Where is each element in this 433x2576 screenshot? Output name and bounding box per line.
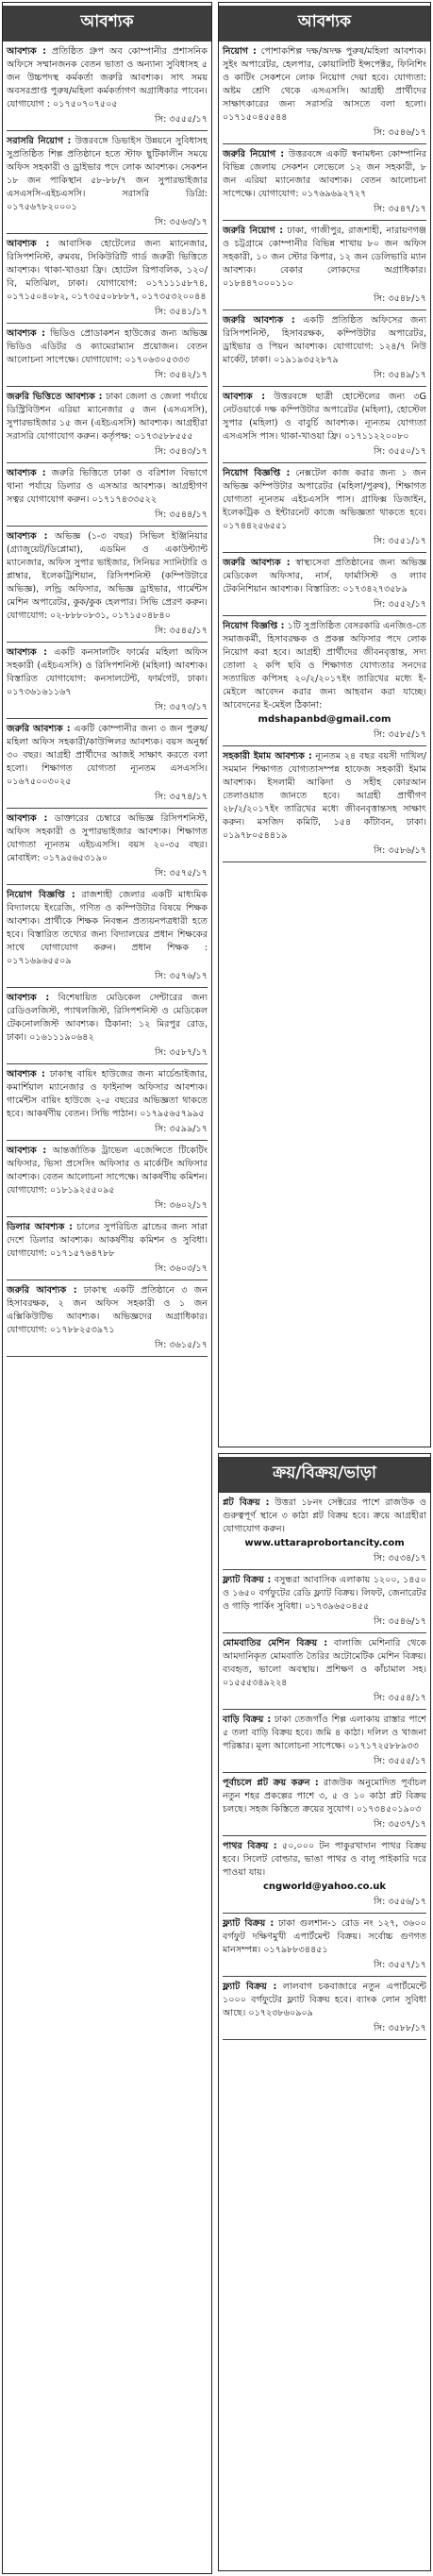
ad-text xyxy=(223,148,426,201)
ad-heading: নিয়োগ বিজ্ঞপ্তি : xyxy=(223,621,285,631)
ad-heading: আবশ্যক : xyxy=(7,239,50,249)
ad-text xyxy=(223,314,426,367)
ad-text xyxy=(7,1221,208,1261)
ad-heading: মোমবাতির মেশিন বিক্রয় : xyxy=(223,1638,328,1648)
ad-heading: জরুরি নিয়োগ : xyxy=(223,226,284,236)
ad-divider xyxy=(7,130,208,131)
ad-body: ন্যূনতম ২৪ বছর বয়সী দাখিল/সমমান শিক্ষাগত যোগ্যতাসম্পন্ন হাফেজ সহকারী ইমাম আবশ্যক। ইসলামী আকিদা ও সহীহ কোরআন তেলাওয়াত জানতে হবে। আগ্রহী প্রার্থীগণ ২৮/২/২০১৭ইং তারিখের মধ্যে জীবনবৃত্তান্তসহ সাক্ষাৎ করুন। মসজিদ কমিটি, ১৫৪ কাঁটাবন, ঢাকা। ০১৯৭৮০৫৪৪১৯ xyxy=(223,751,426,841)
ad-heading: আবশ্যক : xyxy=(7,647,47,658)
ad-body: রাজশাহী জেলার একটি মাধ্যমিক বিদ্যালয়ে ইংরেজি, গণিত ও কম্পিউটার বিষয়ে শিক্ষক আবশ্যক। প্রার্থীকে শিক্ষক নিবন্ধন প্রত্যয়নপত্রধারী হতে হবে। বিস্তারিত তথ্যের জন্য বিদ্যালয়ের প্রধান শিক্ষকের সাথে যোগাযোগ করুন। প্রধান শিক্ষক : ০১৭১৬৯৬৫৫০৯ xyxy=(7,890,208,966)
ad-reference-code: সি: ৩৫৪৫/১৭ xyxy=(155,626,208,636)
ad-reference-code: সি: ৩৫৭৬/১৭ xyxy=(155,971,208,981)
ad-heading: আবশ্যক : xyxy=(7,468,46,478)
ad-reference-code: সি: ৩৬০৩/১৭ xyxy=(154,1263,208,1274)
ad-body: অভিজ্ঞ (১-৩ বছর) সিভিল ইঞ্জিনিয়ার (গ্র্যাজুয়েট/ডিপ্লোমা), এডমিন ও একাউন্ট্যান্ট ম্যানেজার, অফিস সুপার ভাইজার, সিনিয়র স্যানিটারি ও প্লাম্বার, ইলেকট্রিশিয়ান, রিসিপশনিস্ট (কম্পিউটারে অভিজ্ঞ), লন্ড্রি অফিসার, অভিজ্ঞ ড্রাইভার, গার্মেন্টস মেশিন অপারেটর, কুক/কুক হেলপার। সিভি প্রেরণ করুন। যোগাযোগ: ০২-৮৮৮০৮৩১, ০১৭১৫০৪৮৪০ xyxy=(7,531,208,621)
ad-body: উত্তরা ১৮নং সেক্টরের পাশে রাজউক ও গুরুত্বপূর্ণ স্থানে ৩ কাঠা প্লট বিক্রয় হবে। ক্রয়ে আগ্রহীরা যোগাযোগ করুন। xyxy=(223,1497,426,1534)
ad-heading: পাথর বিক্রয় : xyxy=(223,1841,277,1851)
ad-heading: জরুরি নিয়োগ : xyxy=(223,149,285,159)
classified-ad xyxy=(223,45,426,144)
ad-text xyxy=(7,812,208,865)
ad-body: একটি কোম্পানীর জন্য ৩ জন পুরুষ/মহিলা অফিস সহকারী/কাউন্সিলর আবশ্যক। বয়স অনুর্ধ্ব ৩০ বছর। আগ্রহী প্রার্থীদের আজই সাক্ষাৎ করতে বলা হলো। শিক্ষাগত যোগ্যতা ন্যূনতম এসএসসি। ০১৬৭৫০০৩০২৫ xyxy=(7,724,208,787)
classified-ad xyxy=(223,1777,426,1836)
ad-reference-code: সি: ৩৫৯৯/১৭ xyxy=(155,1124,208,1134)
ad-divider xyxy=(223,745,426,746)
ad-divider xyxy=(223,615,426,616)
ad-body: লালবাগ চকবাজারে নতুন এপার্টমেন্টে ১০০০ বর্গফুটের ফ্ল্যাট বিক্রয় হবে। ব্যাংক লোন সুবিধা আছে। ০১৭২৩৮৬০৯০৯ xyxy=(223,1982,426,2018)
classified-ad xyxy=(223,1637,426,1710)
ad-reference-code: সি: ৩৫৮৬/১৭ xyxy=(374,845,426,856)
classified-ad xyxy=(223,148,426,221)
ad-reference-code: সি: ৩৫৩৪/১৭ xyxy=(374,1553,426,1564)
ad-text xyxy=(223,750,426,843)
ad-divider xyxy=(223,552,426,553)
ad-body: একটি প্রতিষ্ঠিত অফিসের জন্য রিসিপশনিস্ট, হিসাবরক্ষক, কম্পিউটার অপারেটর, ড্রাইভার ও পিয়ন আবশ্যক। যোগাযোগ: ১২৪/৭ নিউ মার্কেট, ঢাকা। ০১৯১৯৩৫২৮৭৯ xyxy=(223,315,426,365)
ad-divider xyxy=(223,1976,426,1977)
ad-text xyxy=(223,557,426,596)
ad-text xyxy=(7,1068,208,1121)
ad-text xyxy=(7,135,208,214)
ad-reference-code: সি: ৩৫৭৩/১৭ xyxy=(155,702,208,712)
ad-heading: বাড়ি বিক্রয় : xyxy=(223,1715,272,1725)
ad-divider xyxy=(7,233,208,234)
ad-divider xyxy=(223,1772,426,1773)
ad-reference-code: সি: ৩৫৫৫/১৭ xyxy=(374,1756,426,1766)
ad-heading: নিয়োগ বিজ্ঞপ্তি : xyxy=(7,890,75,900)
ad-text xyxy=(223,467,426,533)
ad-divider xyxy=(223,1569,426,1570)
ad-divider xyxy=(7,1356,208,1357)
ad-body: বসুন্ধরা আবাসিক এলাকায় ১২০০, ১৪৫০ ও ১৬৫০ বর্গফুটের রেডি ফ্ল্যাট বিক্রয়। লিফট, জেনারেটর ও গাড়ি পার্কিং সুবিধা। ০১৭৩৯৬৫০৪৫৫ xyxy=(223,1575,426,1612)
ad-reference-code: সি: ৩৫৫২/১৭ xyxy=(374,599,426,610)
ad-body: রাজউক অনুমোদিত পূর্বাচল নতুন শহর প্রকল্পের পাশে ৩, ৫ ও ১০ কাঠা প্লট বিক্রয় চলছে। সহজ কিস্তিতে ক্রয়ের সুযোগ। ০১৭৩৪৫০১৯০৩ xyxy=(223,1778,426,1815)
ad-divider xyxy=(223,2039,426,2040)
classified-ad xyxy=(223,750,426,862)
ad-body: জরুরি ভিত্তিতে ঢাকা ও বরিশাল বিভাগে থানা পর্যায়ে ডিলার ও এসআর আবশ্যক। আগ্রহীগণ সত্বর যোগাযোগ করুন। ০১৭১৭৪৩৩৫২২ xyxy=(7,468,208,505)
ad-reference-code: সি: ৩৫৪৯/১৭ xyxy=(374,370,426,380)
ad-heading: জরুরি আবশ্যক : xyxy=(223,558,291,568)
ad-body: বিশেষায়িত মেডিকেল সেন্টারের জন্য রেডিওলজিস্ট, প্যাথলজিস্ট, রিসিপশনিস্ট ও মেডিকেল টেকনোলজিস্ট আবশ্যক। ঠিকানা: ১২ মিরপুর রোড, ঢাকা। ০১৬১১১৯০৬৪২ xyxy=(7,993,208,1043)
classified-ad xyxy=(223,467,426,553)
ad-divider xyxy=(7,718,208,719)
ad-reference-code: সি: ৩৫৫৫/১৭ xyxy=(155,114,208,125)
classified-ad xyxy=(7,1068,208,1141)
right-column-header: আবশ্যক xyxy=(219,6,430,42)
ad-heading: সহকারী ইমাম আবশ্যক : xyxy=(223,751,312,761)
classified-ad xyxy=(7,391,208,463)
buy-sell-rent-header: ক্রয়/বিক্রয়/ভাড়া xyxy=(219,1457,430,1493)
right-ads-list xyxy=(223,45,426,862)
ad-body: চালের সুপরিচিত ব্রান্ডের জন্য সারা দেশে ডিলার আবশ্যক। আকর্ষণীয় কমিশন ও সুবিধা। যোগাযোগ: ০১৭১৫৭৬৪৭৮৮ xyxy=(7,1222,208,1259)
classified-ad xyxy=(7,45,208,131)
classified-ad xyxy=(7,723,208,809)
ad-heading: আবশ্যক : xyxy=(7,1146,47,1156)
ad-reference-code: সি: ৩৫৪৬/১৭ xyxy=(374,127,426,138)
ad-text xyxy=(7,1284,208,1337)
classified-ad xyxy=(7,1284,208,1357)
ad-text xyxy=(7,327,208,367)
ad-heading: সরাসরি নিয়োগ : xyxy=(7,136,72,146)
ad-body: একটি কনসালটিং ফার্মের মহিলা অফিস সহকারী (এইচএসসি) ও রিসিপশনিস্ট (মহিলা) আবশ্যক। বিস্তারিত যোগাযোগ: কনসালটেন্ট, ফার্মগেট, ঢাকা। ০১৭৩৬১৬১১৬৭ xyxy=(7,647,208,697)
ad-reference-code: সি: ৩৫৩৭/১৭ xyxy=(374,1819,426,1830)
right-classified-column xyxy=(218,2,431,2574)
ad-body: ঢাকাস্থ একটি প্রতিষ্ঠানে ৩ জন হিসাবরক্ষক, ২ জন অফিস সহকারী ও ১ জন এক্সিকিউটিভ আবশ্যক। অভিজ্ঞদের অগ্রাধিকার। যোগাযোগ: ০১৭৮৮২৫৩৯৭১ xyxy=(7,1285,208,1335)
classified-ad xyxy=(223,391,426,463)
ad-reference-code: সি: ৩৫৫৪/১৭ xyxy=(374,1693,426,1703)
ad-body: ঢাকা গুলশান-১ রোড নং ১২৭, ৩৬০০ বর্গফুট দক্ষিণমুখী এপার্টমেন্ট বিক্রয়। সর্বোচ্চ গুণগত মানসম্পন্ন। ০১৭৯৮৮৩৪৪৫১ xyxy=(223,1918,426,1955)
ad-heading: ফ্ল্যাট বিক্রয় : xyxy=(223,1982,277,1992)
ad-divider xyxy=(7,1140,208,1141)
ad-body: ঢাকা, গাজীপুর, রাজশাহী, নারায়ণগঞ্জ ও চট্টগ্রামে কোম্পানীর বিভিন্ন শাখায় ৮০ জন অফিস সহকারী, ১০ জন স্টোর কিপার, ১২ জন ডেলিভারি ম্যান আবশ্যক। বেকার লোকদের অগ্রাধিকার। ০১৮৪৪৭০০০১১০ xyxy=(223,226,426,289)
ad-reference-code: সি: ৩৫৭৪/১৭ xyxy=(155,792,208,802)
classified-ad xyxy=(7,889,208,988)
ad-email[interactable]: www.uttaraprobortancity.com xyxy=(244,1538,405,1548)
ad-heading: আবশ্যক : xyxy=(7,993,50,1003)
classified-ad xyxy=(7,1221,208,1280)
ad-heading: আবশ্যক : xyxy=(7,328,46,339)
ad-reference-code: সি: ৩৬০২/১৭ xyxy=(154,1200,208,1211)
ad-reference-code: সি: ৩৫৮৭/১৭ xyxy=(155,1047,208,1058)
ad-reference-code: সি: ৩৫৪৪/১৭ xyxy=(155,510,208,520)
ad-reference-code: সি: ৩৫৫১/১৭ xyxy=(374,536,426,546)
right-jobs-box xyxy=(218,2,431,1447)
ad-heading: ডিলার আবশ্যক : xyxy=(7,1222,73,1232)
ad-divider xyxy=(7,386,208,387)
ad-text xyxy=(7,530,208,623)
ad-text xyxy=(7,889,208,968)
classified-ad xyxy=(7,238,208,324)
classified-ad xyxy=(223,1840,426,1914)
classified-ad xyxy=(223,1981,426,2040)
ad-text xyxy=(7,467,208,507)
ad-reference-code: সি: ৩৫৪৮/১৭ xyxy=(374,293,426,304)
ad-body: বালাজি মেশিনারি থেকে আমদানিকৃত মোমবাতি তৈরির অটোমেটিক মেশিন বিক্রয়। ব্যবহৃত, ভালো অবস্থায়। প্রশিক্ষণ ও কাঁচামাল সহ। ০১৫৫৫৩৪৯২২৪ xyxy=(223,1638,427,1688)
left-column-header: আবশ্যক xyxy=(3,6,211,42)
left-classified-column xyxy=(2,2,212,2574)
buy-sell-rent-box xyxy=(218,1453,431,2571)
ad-heading: প্লট বিক্রয় : xyxy=(223,1497,270,1508)
ad-heading: আবশ্যক : xyxy=(223,392,266,402)
ad-heading: পূর্বাচলে প্লট ক্রয় করুন : xyxy=(223,1778,319,1788)
ad-heading: জরুরি ভিত্তিতে আবশ্যক : xyxy=(7,392,103,402)
ad-divider xyxy=(223,1632,426,1633)
ad-heading: আবশ্যক : xyxy=(7,813,48,824)
ad-body: ঢাকা তেজগাঁও শিল্প এলাকায় রাস্তার পাশে ৫ তলা বাড়ি বিক্রয় হবে। জমি ৪ কাঠা। দলিল ও খাজনা পরিষ্কার। মূল্য আলোচনা সাপেক্ষে। ০১৭১৭২৫৮৮৯৩৩ xyxy=(223,1715,426,1751)
classified-ad xyxy=(7,992,208,1064)
ad-divider xyxy=(7,987,208,988)
left-ads-list xyxy=(7,45,208,1357)
ad-text xyxy=(223,1637,426,1690)
ad-body: আবাসিক হোটেলের জন্য ম্যানেজার, রিসিপশনিস্ট, রুমবয়, সিকিউরিটি গার্ড জরুরী ভিত্তিতে আবশ্যক। থাকা-খাওয়া ফ্রি। হোটেল রিপাবলিক, ১২০/বি, মতিঝিল, ঢাকা। যোগাযোগ: ০১৭১১১৫৮৭৪, ০১৭১৫০৪০৮২, ০১৭৩৫৫০৮৮৮৭, ০১৭৩৫৩২০০৪৪ xyxy=(7,239,208,302)
classified-ad xyxy=(7,1145,208,1217)
ad-divider xyxy=(7,642,208,643)
ad-reference-code: সি: ৩৫৮৮/১৭ xyxy=(374,2023,426,2033)
ad-reference-code: সি: ৩৫৫৬/১৭ xyxy=(374,1897,426,1907)
ad-text xyxy=(7,238,208,304)
ad-body: ঢাকাস্থ বায়িং হাউজের জন্য মার্চেন্ডাইজার, কমার্শিয়াল ম্যানেজার ও ফাইনান্স অফিসার আবশ্যক। গার্মেন্টস বায়িং হাউজে ২-৫ বছরের অভিজ্ঞতা থাকতে হবে। আকর্ষণীয় বেতন। সিভি পাঠান। ০১৭৯৫৬৫৭৯৯৫ xyxy=(7,1069,208,1119)
classified-ad xyxy=(7,812,208,885)
ad-reference-code: সি: ৩৬১৫/১৭ xyxy=(155,1340,208,1350)
ad-heading: নিয়োগ : xyxy=(223,46,257,57)
ad-reference-code: সি: ৩৫৪৬/১৭ xyxy=(374,1616,426,1627)
ad-heading: জরুরি আবশ্যক : xyxy=(223,315,295,326)
ad-text xyxy=(7,45,208,111)
ad-text xyxy=(223,620,426,712)
ad-email[interactable]: cngworld@yahoo.co.uk xyxy=(262,1882,387,1892)
ad-reference-code: সি: ৩৫৪৩/১৭ xyxy=(155,446,208,457)
classified-ad xyxy=(7,467,208,527)
classified-ad xyxy=(223,225,426,310)
ad-text xyxy=(223,1917,426,1957)
ad-body: উত্তরবঙ্গে ডিভাইস উন্নয়নে সুবিধাসহ সুপ্রতিষ্ঠিত শিল্প প্রতিষ্ঠানে হতে স্টাফ ছুটিকালীন সময়ে অফিস সহকারী ও ড্রাইভার পদে লোক আবশ্যক। সেকশন ১৮ জন পাকিস্থান ৫৮-৮৮/৭ জন সুপারভাইজার এসএসসি-এইচএসসি। সরাসরি ডিগ্রি: ০১৭৫৬৭৮২০০০১ xyxy=(7,136,208,212)
ad-divider xyxy=(223,143,426,144)
ad-body: আন্তর্জাতিক ট্রাভেল এজেন্সিতে টিকেটিং অফিসার, ভিসা প্রসেসিং অফিসার ও মার্কেটিং অফিসার আবশ্যক। বেতন আলোচনা সাপেক্ষে। আকর্ষণীয় কমিশন। যোগাযোগ: ০১৮১৯২৫৫০৯৫ xyxy=(7,1146,208,1196)
classified-ad xyxy=(7,135,208,234)
ad-body: উত্তরবঙ্গে ছাত্রী হোস্টেলের জন্য ৩G নেটওয়ার্কে দক্ষ কম্পিউটার অপারেটর (মহিলা), হোস্টেল সুপার (মহিলা) ও বাবুর্চি আবশ্যক। ন্যূনতম যোগ্যতা এসএসসি পাস। থাকা-খাওয়া ফ্রি। ০১৭১১২২০০৮০ xyxy=(223,392,426,442)
classified-ad xyxy=(223,557,426,616)
ad-heading: আবশ্যক : xyxy=(7,46,46,57)
ad-heading: ফ্ল্যাট বিক্রয় : xyxy=(223,1575,272,1585)
ad-text xyxy=(7,723,208,789)
classified-ad xyxy=(223,1714,426,1773)
ad-heading: আবশ্যক : xyxy=(7,531,48,542)
ad-reference-code: সি: ৩৫৬৩/১৭ xyxy=(155,217,208,227)
ad-text xyxy=(223,1497,426,1536)
classified-ad xyxy=(7,327,208,387)
ad-body: উত্তরবঙ্গে একটি স্বনামধন্য কোম্পানির বিভিন্ন জেলায় সেকশন লেভেলে ১২ জন সহকারী, ৮ জন এরিয়া ম্যানেজার আবশ্যক। বেতন আলোচনা সাপেক্ষে। যোগাযোগ: ০১৭৬৯৬৯২৭২৭ xyxy=(223,149,426,199)
ad-heading: ফ্ল্যাট বিক্রয় : xyxy=(223,1918,275,1929)
ad-heading: আবশ্যক : xyxy=(7,1069,45,1079)
ad-body: ডাক্তারের চেম্বারে অভিজ্ঞ রিসিপশনিস্ট, অফিস সহকারী ও সুপারভাইজার আবশ্যক। শিক্ষাগত যোগ্যতা ন্যূনতম এইচএসসি। বয়স ২০-৩৫ বছর। মোবাইল: ০১৭৯৫৬৫৩১৯০ xyxy=(7,813,208,863)
ad-heading: জরুরি আবশ্যক : xyxy=(7,724,71,734)
ad-heading: নিয়োগ বিজ্ঞপ্তি : xyxy=(223,468,291,478)
ad-divider xyxy=(7,323,208,324)
ad-text xyxy=(223,1714,426,1753)
classified-ad xyxy=(223,1497,426,1570)
ad-text xyxy=(7,646,208,699)
ad-reference-code: সি: ৩৫৪৭/১৭ xyxy=(374,204,426,214)
classified-ad xyxy=(7,646,208,719)
ad-text xyxy=(223,1840,426,1880)
ad-text xyxy=(223,1574,426,1614)
ad-reference-code: সি: ৩৫৭৫/১৭ xyxy=(155,868,208,878)
ad-body: ৫০,০০০ টন পাকুরখাদান পাথর বিক্রয় হবে। সিলেট বোল্ডার, ভাঙা পাথর ও বালু পাইকারি দরে পাওয়া যায়। xyxy=(223,1841,426,1878)
ad-email[interactable]: mdshapanbd@gmail.com xyxy=(258,714,391,725)
classified-ad xyxy=(223,620,426,746)
ad-divider xyxy=(223,462,426,463)
ad-body: স্বাস্থ্যসেবা প্রতিষ্ঠানের জন্য অভিজ্ঞ মেডিকেল অফিসার, নার্স, ফার্মাসিস্ট ও ল্যাব টেকনিশিয়ান আবশ্যক। বিস্তারিত: ০১৭৩৪২৭৩৫৮৯ xyxy=(223,558,426,594)
ad-divider xyxy=(223,1913,426,1914)
ad-body: ১টি সুপ্রতিষ্ঠিত বেসরকারি এনজিও-তে সমাজকর্মী, হিসাবরক্ষক ও প্রকল্প অফিসার পদে লোক নিয়োগ করা হবে। আগ্রহী প্রার্থীদের জীবনবৃত্তান্ত, সদ্য তোলা ২ কপি ছবি ও শিক্ষাগত যোগ্যতার সনদের সত্যায়িত কপিসহ ২০/২/২০১৭ইং তারিখের মধ্যে ই-মেইলে আবেদন করার জন্য আহবান করা যাচ্ছে। আবেদনের ই-মেইল ঠিকানা: xyxy=(223,621,426,711)
ad-body: ভিডিও প্রোডাকশন হাউজের জন্য অভিজ্ঞ ভিডিও এডিটর ও ক্যামেরাম্যান প্রয়োজন। বেতন আলোচনা সাপেক্ষে। যোগাযোগ: ০১৭০৬৩০৫৩৩৩ xyxy=(7,328,208,365)
ad-text xyxy=(7,992,208,1045)
ad-heading: জরুরি আবশ্যক : xyxy=(7,1285,77,1296)
ad-body: ঢাকা জেলা ও জেলা পর্যায়ে ডিস্ট্রিবিউশন এরিয়া ম্যানেজার ৫ জন (এসএসসি), সুপারভাইজার ১৫ জন (এইচএসসি) আবশ্যক। আগ্রহীরা সরাসরি যোগাযোগ করুন। কর্তৃপক্ষ: ০১৭৩৫৮৮৫৫৫ xyxy=(7,392,208,442)
ad-divider xyxy=(223,861,426,862)
classified-ad xyxy=(7,530,208,643)
ad-reference-code: সি: ৩৫৫৭/১৭ xyxy=(374,1960,426,1970)
ad-divider xyxy=(223,1709,426,1710)
ad-body: নেক্সটেল কাজ করার জন্য ১ জন অভিজ্ঞ কম্পিউটার অপারেটর (মহিলা/পুরুষ), শিক্ষাগত যোগ্যতা ন্যূনতম এইচএসসি পাস। গ্রাফিক্স ডিজাইন, ইলেকট্রিক ও ইন্টারনেট কাজে অভিজ্ঞতা থাকতে হবে। ০১৭৪৪২৫৬৫৫১ xyxy=(223,468,426,531)
ad-body: পোশাকশিল্প দক্ষ/অদক্ষ পুরুষ/মহিলা আবশ্যক। সুইং অপারেটর, হেলপার, কোয়ালিটি ইন্সপেক্টর, ফিনিশিং ও কাটিং সেকশনে লোক নিয়োগ দেয়া হবে। যোগ্যতা: অষ্টম শ্রেণি থেকে এসএসসি। আগ্রহী প্রার্থীদের সাক্ষাৎকারের জন্য সরাসরি আসতে বলা হলো। ০১৭১৫০৪৫৫৪৪ xyxy=(223,46,426,123)
ad-body: প্রতিষ্ঠিত গ্রুপ অব কোম্পানীর প্রশাসনিক অফিসে সম্মানজনক বেতন ভাতা ও অন্যান্য সুবিধাসহ ৫ জন উচ্চপদস্থ কর্মকর্তা জরুরি আবশ্যক। সাৎ সময় অবসরপ্রাপ্ত পুরুষ/মহিলা কর্মকর্তাগণ অগ্রাধিকার পাবেন। যোগাযোগ : ০১৭৫০৭০৭৫০৫ xyxy=(7,46,208,109)
ad-text xyxy=(223,1981,426,2020)
ad-divider xyxy=(7,526,208,527)
ad-reference-code: সি: ৩৫৪১/১৭ xyxy=(155,307,208,317)
buy-sell-ads-list xyxy=(223,1497,426,2040)
ad-text xyxy=(223,225,426,291)
ad-divider xyxy=(7,462,208,463)
ad-divider xyxy=(7,808,208,809)
ad-text xyxy=(7,391,208,443)
ad-divider xyxy=(7,1063,208,1064)
ad-text xyxy=(223,391,426,443)
ad-divider xyxy=(223,309,426,310)
ad-divider xyxy=(7,1216,208,1217)
ad-reference-code: সি: ৩৫৪২/১৭ xyxy=(155,370,208,380)
ad-reference-code: সি: ৩৫৮৫/১৭ xyxy=(374,729,426,740)
ad-divider xyxy=(223,220,426,221)
classified-ad xyxy=(223,1917,426,1977)
classified-ad xyxy=(223,1574,426,1633)
ad-text xyxy=(7,1145,208,1197)
ad-divider xyxy=(223,386,426,387)
classified-ad xyxy=(223,314,426,387)
ad-text xyxy=(223,1777,426,1816)
ad-divider xyxy=(7,884,208,885)
ad-divider xyxy=(223,1835,426,1836)
ad-reference-code: সি: ৩৫৫০/১৭ xyxy=(374,446,426,457)
ad-text xyxy=(223,45,426,125)
